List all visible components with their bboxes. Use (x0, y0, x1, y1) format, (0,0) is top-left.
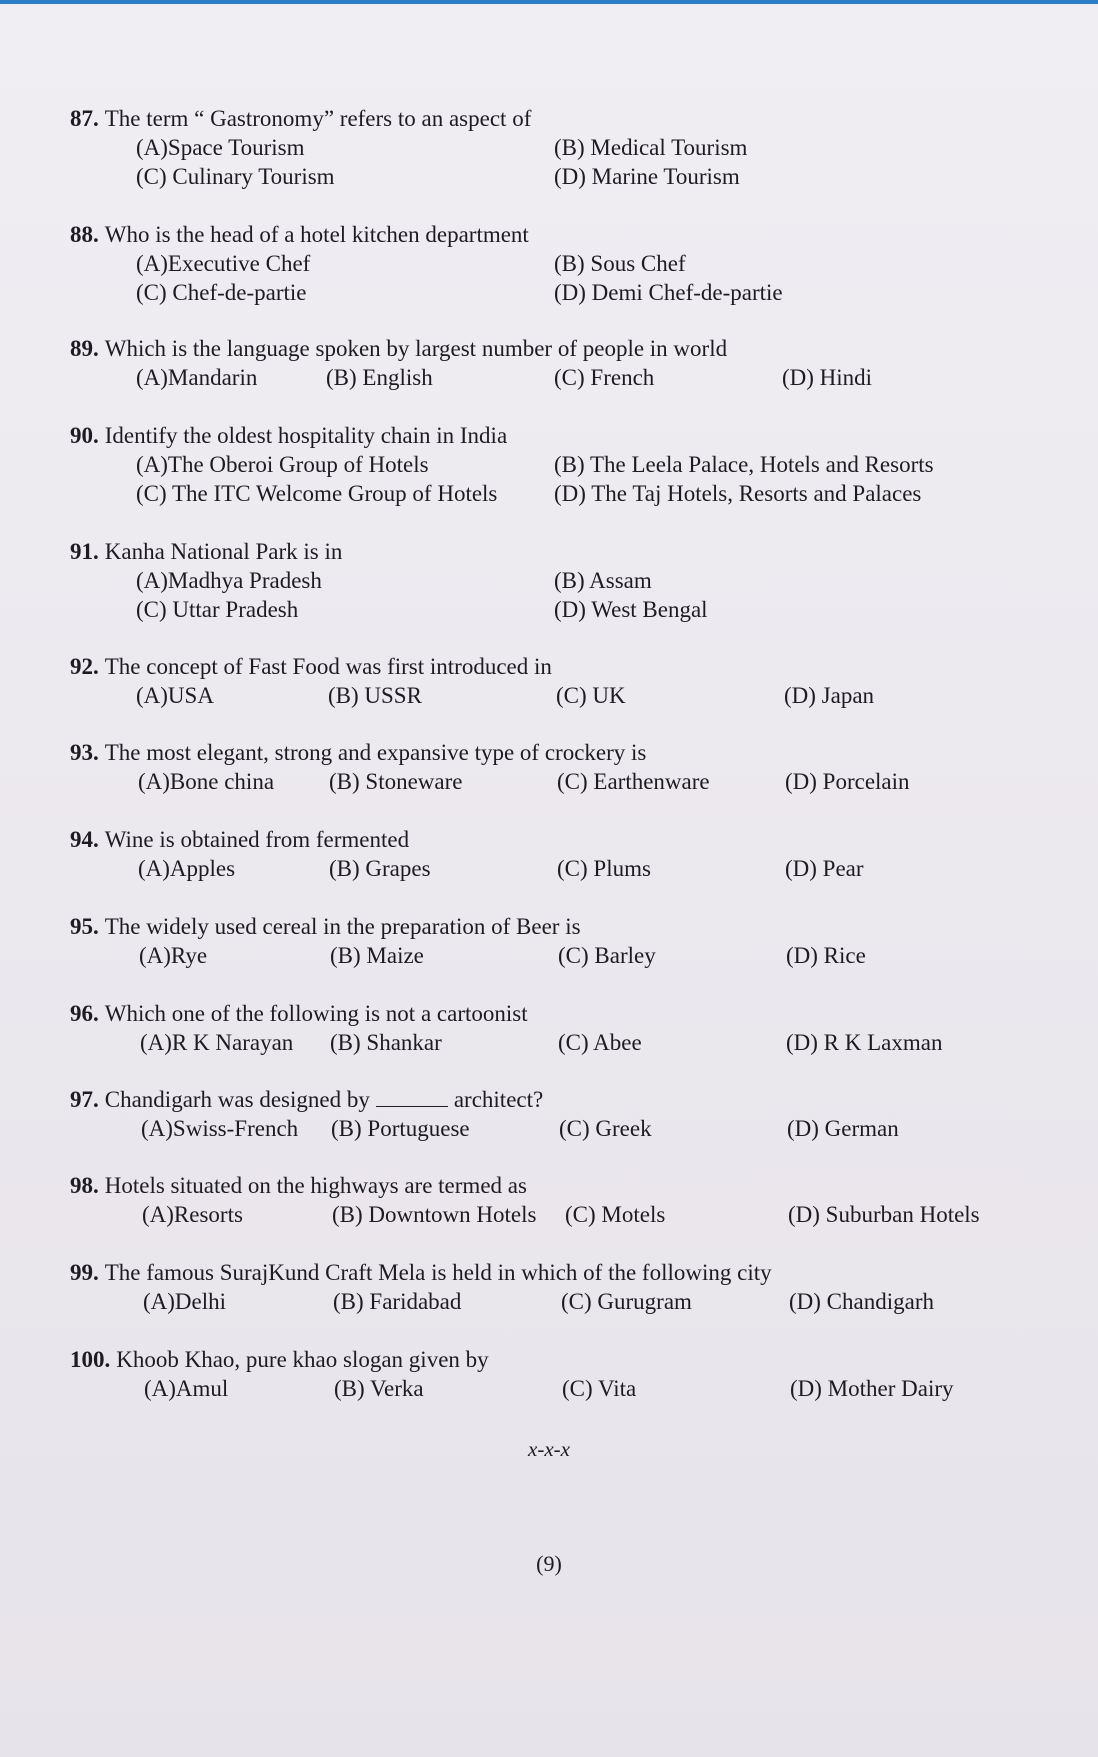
question-number: 88. (70, 222, 99, 247)
question-text: The term “ Gastronomy” refers to an aspect of (104, 106, 532, 131)
question-number: 96. (70, 1001, 99, 1026)
option-a: (A)Executive Chef (136, 251, 311, 276)
question-number: 89. (70, 336, 99, 361)
question-number: 95. (70, 914, 99, 939)
question-text: Wine is obtained from fermented (104, 827, 410, 852)
option-c: (C) Barley (558, 943, 656, 968)
option-b: (B) Portuguese (331, 1116, 470, 1141)
question-88 (70, 220, 1070, 307)
option-b: (B) Faridabad (333, 1289, 462, 1314)
option-c: (C) Uttar Pradesh (136, 597, 299, 622)
question-96 (70, 999, 1070, 1057)
option-a: (A)Bone china (138, 769, 275, 794)
question-94 (70, 825, 1070, 883)
question-number: 93. (70, 740, 99, 765)
question-text: Kanha National Park is in (104, 539, 343, 564)
question-100 (70, 1345, 1070, 1403)
end-mark: x-x-x (528, 1437, 570, 1461)
option-b: (B) Verka (334, 1376, 424, 1401)
option-d: (D) Rice (786, 943, 866, 968)
option-c: (C) Abee (558, 1030, 642, 1055)
option-d: (D) Suburban Hotels (788, 1202, 980, 1227)
question-text-suffix: architect? (453, 1087, 544, 1112)
option-a: (A)R K Narayan (140, 1030, 294, 1055)
option-d: (D) Mother Dairy (790, 1376, 954, 1401)
question-92 (70, 652, 1070, 710)
option-a: (A)Space Tourism (136, 135, 305, 160)
question-number: 100. (70, 1347, 111, 1372)
question-number: 99. (70, 1260, 99, 1285)
option-b: (B) Downtown Hotels (332, 1202, 537, 1227)
option-b: (B) The Leela Palace, Hotels and Resorts (554, 452, 934, 477)
fill-in-blank (376, 1088, 448, 1107)
option-a: (A)The Oberoi Group of Hotels (136, 452, 429, 477)
question-text: The famous SurajKund Craft Mela is held in which of the following city (104, 1260, 772, 1285)
option-a: (A)Madhya Pradesh (136, 568, 322, 593)
option-d: (D) German (787, 1116, 899, 1141)
question-93 (70, 738, 1070, 796)
question-98 (70, 1171, 1070, 1229)
option-d: (D) Hindi (782, 365, 873, 390)
question-text: The most elegant, strong and expansive type of crockery is (104, 740, 647, 765)
option-b: (B) USSR (328, 683, 422, 708)
option-c: (C) Earthenware (557, 769, 710, 794)
question-text: The concept of Fast Food was first introduced in (104, 654, 552, 679)
option-d: (D) The Taj Hotels, Resorts and Palaces (554, 481, 922, 506)
option-d: (D) Marine Tourism (554, 164, 740, 189)
question-87 (70, 104, 1070, 191)
option-c: (C) UK (556, 683, 626, 708)
question-text: Which is the language spoken by largest number of people in world (104, 336, 728, 361)
option-b: (B) English (326, 365, 433, 390)
option-d: (D) West Bengal (554, 597, 708, 622)
option-b: (B) Maize (330, 943, 424, 968)
question-number: 91. (70, 539, 99, 564)
question-number: 92. (70, 654, 99, 679)
option-c: (C) Chef-de-partie (136, 280, 307, 305)
page-number: (9) (536, 1551, 562, 1576)
option-b: (B) Medical Tourism (554, 135, 748, 160)
option-a: (A)Resorts (142, 1202, 243, 1227)
option-c: (C) French (554, 365, 655, 390)
option-d: (D) Chandigarh (789, 1289, 934, 1314)
question-text: Who is the head of a hotel kitchen department (104, 222, 529, 247)
option-d: (D) Japan (784, 683, 875, 708)
option-a: (A)Apples (138, 856, 236, 881)
top-edge-line (0, 0, 1098, 4)
option-c: (C) The ITC Welcome Group of Hotels (136, 481, 498, 506)
option-d: (D) Demi Chef-de-partie (554, 280, 783, 305)
question-95 (70, 912, 1070, 970)
question-97 (70, 1085, 1070, 1143)
question-text: Hotels situated on the highways are termed as (104, 1173, 527, 1198)
question-number: 87. (70, 106, 99, 131)
option-b: (B) Sous Chef (554, 251, 686, 276)
question-91 (70, 537, 1070, 624)
option-b: (B) Assam (554, 568, 652, 593)
option-c: (C) Vita (562, 1376, 637, 1401)
option-a: (A)Mandarin (136, 365, 258, 390)
option-b: (B) Stoneware (329, 769, 463, 794)
question-text: Identify the oldest hospitality chain in India (104, 423, 508, 448)
option-c: (C) Gurugram (561, 1289, 692, 1314)
option-c: (C) Greek (559, 1116, 652, 1141)
option-d: (D) Porcelain (785, 769, 910, 794)
option-d: (D) Pear (785, 856, 864, 881)
option-c: (C) Culinary Tourism (136, 164, 335, 189)
question-99 (70, 1258, 1070, 1316)
question-text: Khoob Khao, pure khao slogan given by (116, 1347, 489, 1372)
option-b: (B) Shankar (330, 1030, 442, 1055)
question-90 (70, 421, 1070, 508)
question-number: 90. (70, 423, 99, 448)
option-d: (D) R K Laxman (786, 1030, 943, 1055)
question-number: 97. (70, 1087, 99, 1112)
question-text: Chandigarh was designed by (104, 1087, 370, 1112)
option-b: (B) Grapes (329, 856, 431, 881)
question-text: The widely used cereal in the preparation of Beer is (104, 914, 581, 939)
question-89 (70, 334, 1070, 392)
option-a: (A)Delhi (143, 1289, 227, 1314)
option-a: (A)Amul (144, 1376, 229, 1401)
question-number: 94. (70, 827, 99, 852)
option-a: (A)Rye (139, 943, 208, 968)
option-c: (C) Motels (565, 1202, 666, 1227)
option-a: (A)USA (136, 683, 214, 708)
question-text: Which one of the following is not a cartoonist (104, 1001, 528, 1026)
option-c: (C) Plums (557, 856, 651, 881)
option-a: (A)Swiss-French (141, 1116, 299, 1141)
question-number: 98. (70, 1173, 99, 1198)
